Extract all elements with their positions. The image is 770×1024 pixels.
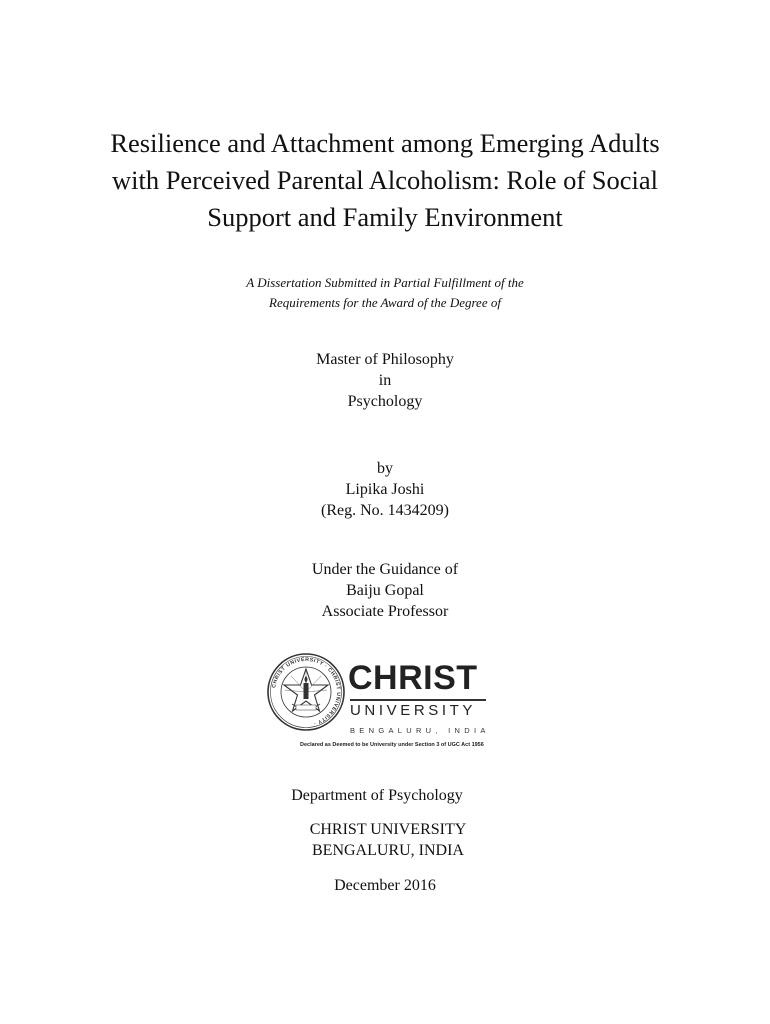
submission-statement (0, 273, 770, 313)
submission-line: Requirements for the Award of the Degree of (269, 295, 501, 310)
logo-declaration-note: Declared as Deemed to be University under Section 3 of UGC Act 1956 (300, 742, 484, 748)
title-line: Support and Family Environment (207, 202, 563, 232)
logo-city: BENGALURU, INDIA (350, 726, 490, 735)
date-text: December 2016 (334, 877, 436, 894)
degree-subject: Psychology (347, 393, 423, 410)
degree-connector: in (378, 372, 392, 389)
guidance-heading: Under the Guidance of (311, 561, 459, 578)
title-line: with Perceived Parental Alcoholism: Role of Social (111, 165, 659, 195)
university-logo (266, 652, 490, 752)
submission-date (0, 875, 770, 896)
logo-wordmark: CHRIST (348, 659, 478, 697)
dissertation-title (0, 125, 770, 236)
university-seal-icon (266, 652, 346, 732)
guide-name: Baiju Gopal (346, 582, 424, 599)
author-by: by (377, 460, 393, 477)
author-block (0, 458, 770, 521)
author-name: Lipika Joshi (345, 481, 425, 498)
title-line: Resilience and Attachment among Emerging Adults (110, 128, 660, 158)
degree-name: Master of Philosophy (316, 351, 454, 368)
guide-designation: Associate Professor (321, 603, 449, 620)
author-reg-number: (Reg. No. 1434209) (321, 502, 449, 519)
department-name (0, 785, 762, 806)
seal-text: CHRIST UNIVERSITY · CHRIST UNIVERSITY · (271, 656, 342, 727)
degree-block (0, 349, 770, 412)
guidance-block (0, 559, 770, 622)
institution-block (3, 819, 770, 861)
department-text: Department of Psychology (291, 787, 463, 804)
logo-divider (350, 699, 486, 701)
institution-name: CHRIST UNIVERSITY (309, 821, 467, 838)
institution-location: BENGALURU, INDIA (312, 842, 464, 859)
submission-line: A Dissertation Submitted in Partial Fulfillment of the (246, 275, 524, 290)
logo-subtitle: UNIVERSITY (350, 702, 477, 719)
